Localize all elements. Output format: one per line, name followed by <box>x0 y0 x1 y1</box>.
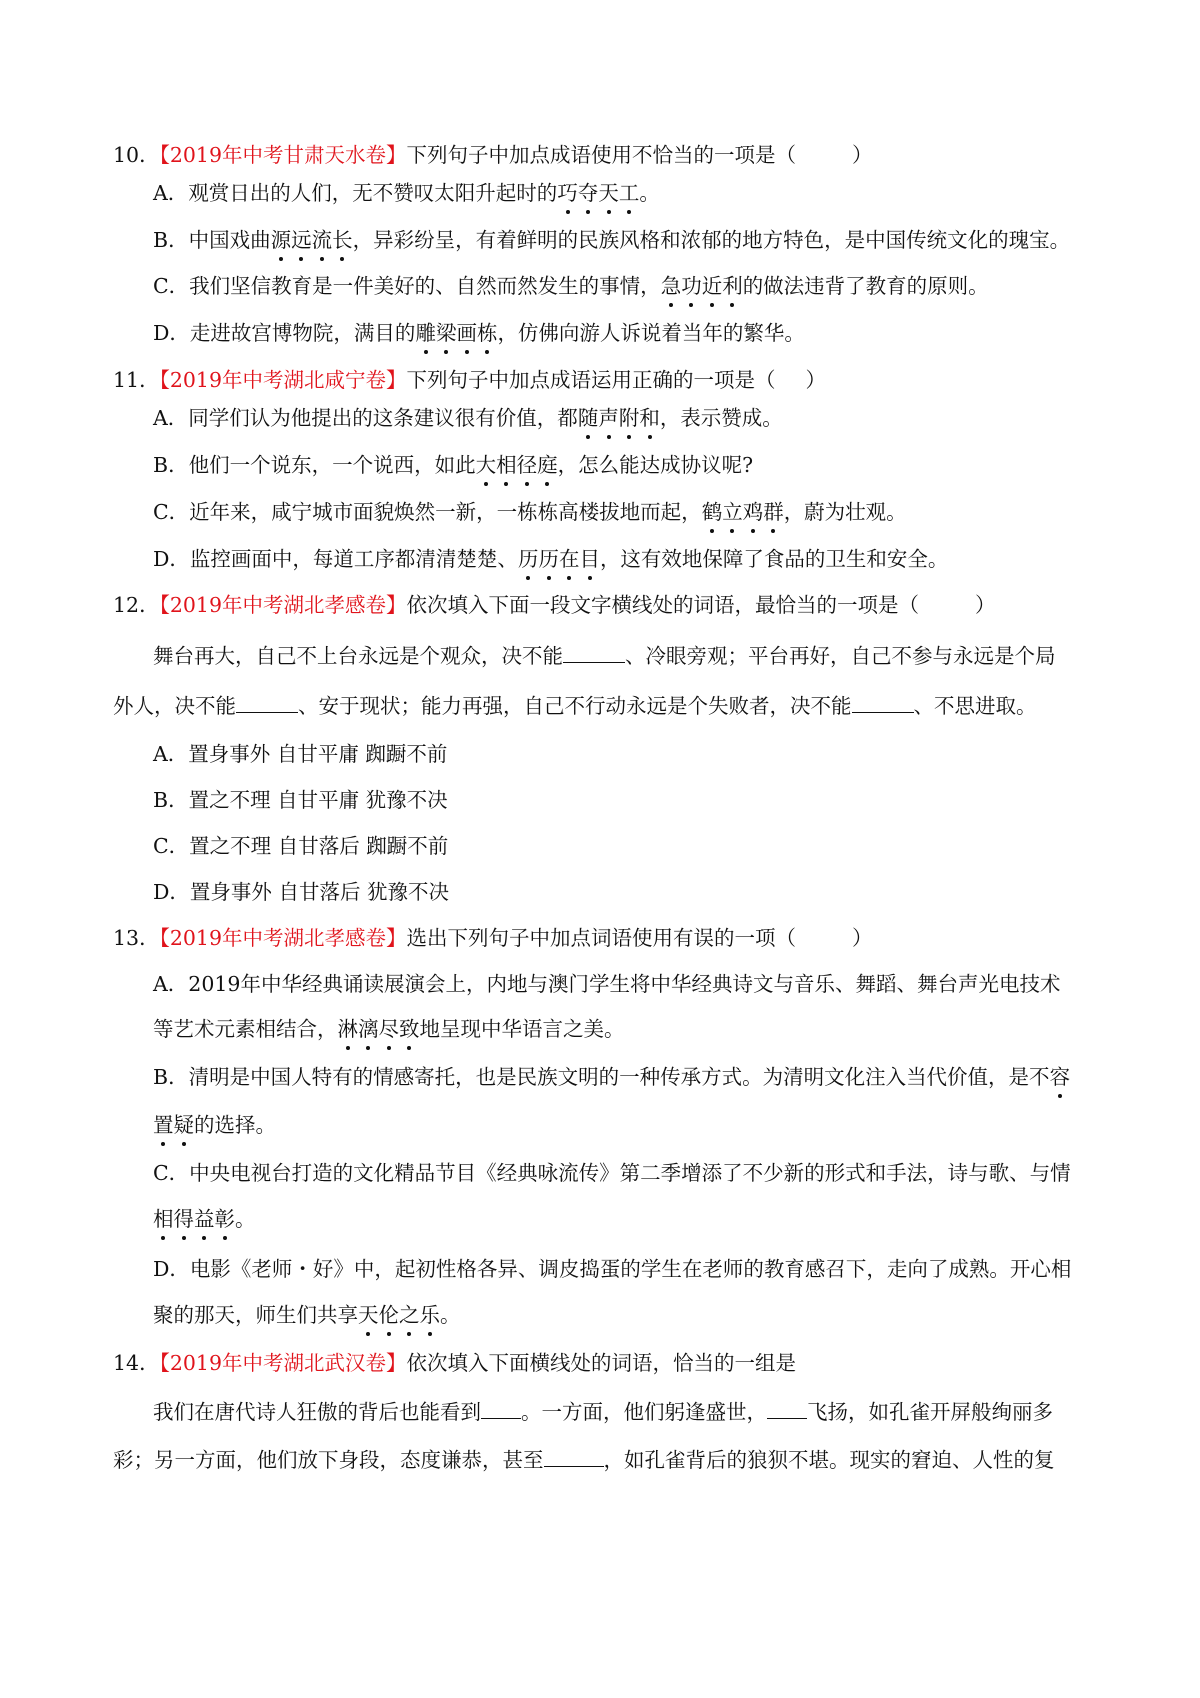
question-text: 选出下列句子中加点词语使用有误的一项（ <box>406 926 797 950</box>
dotted-idiom <box>518 547 600 571</box>
emphasis-dot-char: 置 <box>153 1110 174 1140</box>
option-a: A．观赏日出的人们，无不赞叹太阳升起时的巧夺天工。 <box>153 178 660 208</box>
option-c: C．我们坚信教育是一件美好的、自然而然发生的事情，急功近利的做法违背了教育的原则。 <box>153 271 989 301</box>
option-b: B．中国戏曲源远流长，异彩纷呈，有着鲜明的民族风格和浓郁的地方特色，是中国传统文化的瑰宝。 <box>153 225 1070 255</box>
option-a-line-2: 等艺术元素相结合，淋漓尽致地呈现中华语言之美。 <box>153 1014 625 1044</box>
emphasis-dot-char: 历 <box>518 544 539 574</box>
emphasis-dot-char: 淋 <box>338 1014 359 1044</box>
option-d: D．置身事外 自甘落后 犹豫不决 <box>153 880 449 904</box>
dotted-idiom <box>358 1303 440 1327</box>
option-d: D．走进故宫博物院，满目的雕梁画栋，仿佛向游人诉说着当年的繁华。 <box>153 318 805 348</box>
emphasis-dot-char: 画 <box>456 318 477 348</box>
option-b: B．置之不理 自甘平庸 犹豫不决 <box>153 788 448 812</box>
emphasis-dot-char: 相 <box>496 450 517 480</box>
emphasis-dot-char: 近 <box>702 271 723 301</box>
dotted-idiom <box>702 500 784 524</box>
option-c-line-2: 相得益彰。 <box>153 1204 256 1234</box>
fill-blank <box>481 1396 521 1419</box>
dotted-idiom <box>271 228 353 252</box>
question-10-stem: 10．【2019年中考甘肃天水卷】下列句子中加点成语使用不恰当的一项是（ ） <box>113 143 873 167</box>
emphasis-dot-char: 疑 <box>174 1110 195 1140</box>
question-11-stem: 11．【2019年中考湖北咸宁卷】下列句子中加点成语运用正确的一项是（ ） <box>113 368 827 392</box>
option-b-line-1: B．清明是中国人特有的情感寄托，也是民族文明的一种传承方式。为清明文化注入当代价值，是不容 <box>153 1062 1070 1092</box>
emphasis-dot-char: 群 <box>763 497 784 527</box>
question-12-stem: 12．【2019年中考湖北孝感卷】依次填入下面一段文字横线处的词语，最恰当的一项是（ ） <box>113 593 996 617</box>
fill-blank <box>236 690 298 713</box>
question-text: 下列句子中加点成语运用正确的一项是（ <box>406 368 776 392</box>
emphasis-dot-char: 远 <box>291 225 312 255</box>
source-tag: 【2019年中考甘肃天水卷】 <box>159 143 407 167</box>
option-d-line-2: 聚的那天，师生们共享天伦之乐。 <box>153 1300 461 1330</box>
question-14-stem <box>113 1348 796 1378</box>
question-text: 依次填入下面横线处的词语，恰当的一组是 <box>406 1351 797 1375</box>
emphasis-dot-char: 在 <box>559 544 580 574</box>
dotted-idiom <box>153 1113 194 1137</box>
emphasis-dot-char: 梁 <box>436 318 457 348</box>
emphasis-dot-char: 彰 <box>215 1204 236 1234</box>
option-c: C．近年来，咸宁城市面貌焕然一新，一栋栋高楼拔地而起，鹤立鸡群，蔚为壮观。 <box>153 497 907 527</box>
emphasis-dot-char: 庭 <box>537 450 558 480</box>
dotted-idiom <box>415 321 497 345</box>
dotted-idiom <box>557 181 639 205</box>
emphasis-dot-char: 源 <box>271 225 292 255</box>
emphasis-dot-char: 工 <box>619 178 640 208</box>
emphasis-dot-char: 夺 <box>578 178 599 208</box>
emphasis-dot-char: 立 <box>722 497 743 527</box>
passage-line-2: 外人，决不能 、安于现状；能力再强，自己不行动永远是个失败者，决不能 、不思进取。 <box>113 690 1037 720</box>
option-c: C．置之不理 自甘落后 踟蹰不前 <box>153 834 449 858</box>
emphasis-dot-char: 径 <box>517 450 538 480</box>
emphasis-dot-char: 相 <box>153 1204 174 1234</box>
source-tag: 【2019年中考湖北武汉卷】 <box>159 1351 407 1375</box>
option-d-line-1: D．电影《老师・好》中，起初性格各异、调皮捣蛋的学生在老师的教育感召下，走向了成熟。开心相 <box>153 1257 1072 1281</box>
passage-line-1: 我们在唐代诗人狂傲的背后也能看到 。一方面，他们躬逢盛世， 飞扬，如孔雀开屏般绚丽多 <box>153 1396 1053 1426</box>
emphasis-dot-char: 长 <box>332 225 353 255</box>
emphasis-dot-char: 随 <box>578 403 599 433</box>
question-number: 11． <box>113 368 160 392</box>
emphasis-dot-char: 容 <box>1050 1062 1071 1092</box>
fill-blank <box>563 640 625 663</box>
emphasis-dot-char: 目 <box>579 544 600 574</box>
emphasis-dot-char: 巧 <box>557 178 578 208</box>
emphasis-dot-char: 益 <box>194 1204 215 1234</box>
option-b: B．他们一个说东，一个说西，如此大相径庭，怎么能达成协议呢? <box>153 450 753 480</box>
emphasis-dot-char: 天 <box>358 1300 379 1330</box>
question-number: 12． <box>113 593 160 617</box>
emphasis-dot-char: 功 <box>681 271 702 301</box>
emphasis-dot-char: 利 <box>722 271 743 301</box>
question-text: 下列句子中加点成语使用不恰当的一项是（ <box>406 143 797 167</box>
question-13-stem: 13．【2019年中考湖北孝感卷】选出下列句子中加点词语使用有误的一项（ ） <box>113 926 873 950</box>
passage-line-2: 彩；另一方面，他们放下身段，态度谦恭，甚至 ，如孔雀背后的狼狈不堪。现实的窘迫、人性的复 <box>113 1444 1055 1474</box>
option-a: A．置身事外 自甘平庸 踟蹰不前 <box>153 742 448 766</box>
fill-blank <box>544 1444 604 1467</box>
emphasis-dot-char: 声 <box>598 403 619 433</box>
emphasis-dot-char: 和 <box>639 403 660 433</box>
emphasis-dot-char: 急 <box>661 271 682 301</box>
question-number: 13． <box>113 926 160 950</box>
emphasis-dot-char: 附 <box>619 403 640 433</box>
emphasis-dot-char: 雕 <box>415 318 436 348</box>
fill-blank <box>767 1396 807 1419</box>
question-number: 10． <box>113 143 160 167</box>
option-b-line-2: 置疑的选择。 <box>153 1110 276 1140</box>
emphasis-dot-char: 得 <box>174 1204 195 1234</box>
emphasis-dot-char: 尽 <box>379 1014 400 1044</box>
emphasis-dot-char: 伦 <box>379 1300 400 1330</box>
emphasis-dot-char: 栋 <box>477 318 498 348</box>
dotted-idiom <box>661 274 743 298</box>
passage-line-1: 舞台再大，自己不上台永远是个观众，决不能 、冷眼旁观；平台再好，自己不参与永远是个局 <box>153 640 1056 670</box>
dotted-idiom <box>578 406 660 430</box>
emphasis-dot-char: 之 <box>399 1300 420 1330</box>
emphasis-dot-char: 乐 <box>420 1300 441 1330</box>
emphasis-dot-char: 历 <box>538 544 559 574</box>
emphasis-dot-char: 大 <box>476 450 497 480</box>
emphasis-dot-char: 鸡 <box>743 497 764 527</box>
option-d: D．监控画面中，每道工序都清清楚楚、历历在目，这有效地保障了食品的卫生和安全。 <box>153 544 948 574</box>
emphasis-dot-char: 天 <box>598 178 619 208</box>
emphasis-dot-char: 鹤 <box>702 497 723 527</box>
question-text: 依次填入下面一段文字横线处的词语，最恰当的一项是（ <box>406 593 920 617</box>
question-number: 14． <box>113 1351 160 1375</box>
emphasis-dot-char: 漓 <box>358 1014 379 1044</box>
dotted-idiom <box>338 1017 420 1041</box>
option-a: A．同学们认为他提出的这条建议很有价值，都随声附和，表示赞成。 <box>153 403 783 433</box>
dotted-idiom <box>1050 1065 1071 1089</box>
source-tag: 【2019年中考湖北咸宁卷】 <box>159 368 407 392</box>
dotted-idiom <box>153 1207 235 1231</box>
source-tag: 【2019年中考湖北孝感卷】 <box>159 593 407 617</box>
option-c-line-1: C．中央电视台打造的文化精品节目《经典咏流传》第二季增添了不少新的形式和手法，诗与歌、与情 <box>153 1161 1071 1185</box>
emphasis-dot-char: 致 <box>399 1014 420 1044</box>
dotted-idiom <box>476 453 558 477</box>
source-tag: 【2019年中考湖北孝感卷】 <box>159 926 407 950</box>
option-a-line-1: A．2019年中华经典诵读展演会上，内地与澳门学生将中华经典诗文与音乐、舞蹈、舞台声光电技术 <box>153 972 1061 996</box>
emphasis-dot-char: 流 <box>312 225 333 255</box>
fill-blank <box>852 690 914 713</box>
